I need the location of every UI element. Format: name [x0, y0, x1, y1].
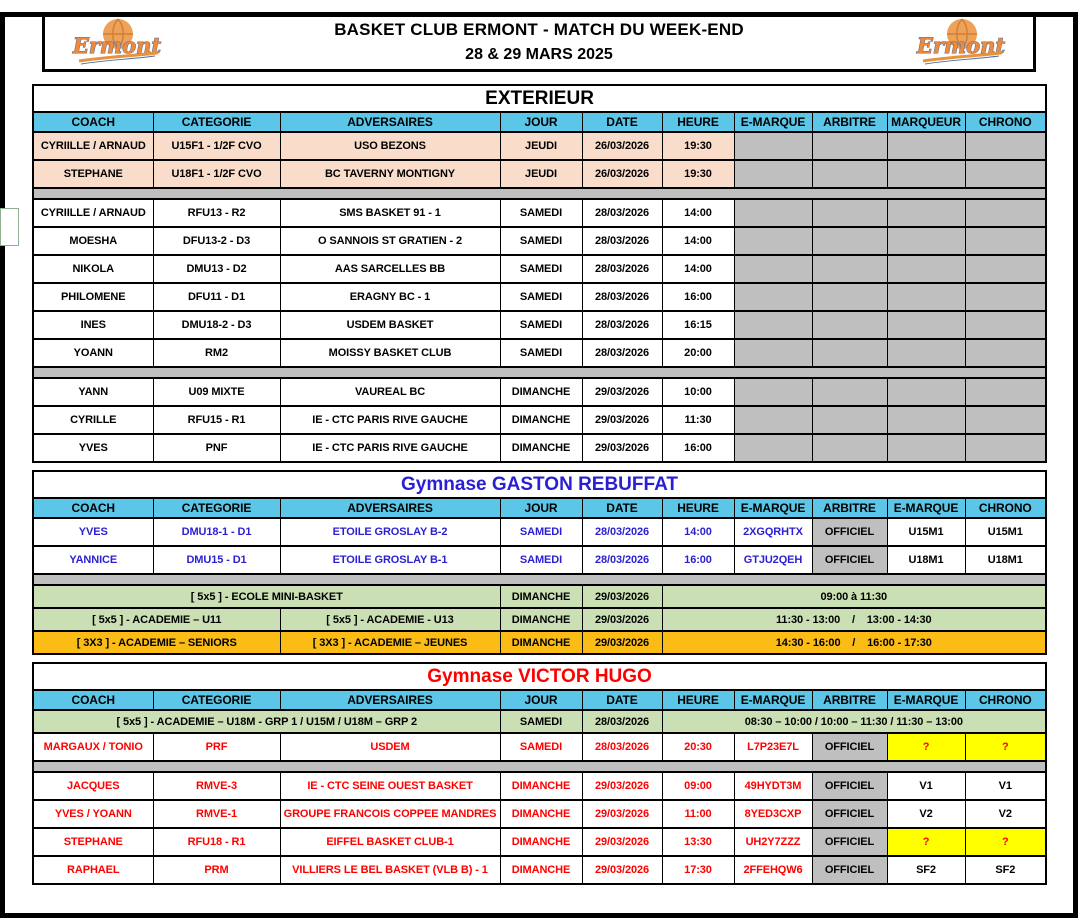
- cell-marqueur: [887, 406, 965, 434]
- cell-chrono: [965, 406, 1046, 434]
- cell-e-marque: [734, 160, 812, 188]
- cell-adversaires: ETOILE GROSLAY B-1: [280, 546, 500, 574]
- cell-arbitre: OFFICIEL: [812, 772, 887, 800]
- cell-date: 29/03/2026: [582, 378, 662, 406]
- column-header-e-marque: E-MARQUE: [734, 112, 812, 132]
- column-header-e-marque: E-MARQUE: [887, 690, 965, 710]
- column-header-coach: COACH: [33, 690, 153, 710]
- cell-marqueur: [887, 434, 965, 462]
- cell-coach: YANN: [33, 378, 153, 406]
- column-header-categorie: CATEGORIE: [153, 690, 280, 710]
- column-header-arbitre: ARBITRE: [812, 112, 887, 132]
- cell-adversaires: VILLIERS LE BEL BASKET (VLB B) - 1: [280, 856, 500, 884]
- column-header-chrono: CHRONO: [965, 690, 1046, 710]
- cell-date: 28/03/2026: [582, 311, 662, 339]
- cell-chrono: [965, 311, 1046, 339]
- cell-arbitre: [812, 160, 887, 188]
- page-date-subtitle: 28 & 29 MARS 2025: [465, 45, 613, 63]
- cell-categorie: RMVE-3: [153, 772, 280, 800]
- cell-arbitre: OFFICIEL: [812, 733, 887, 761]
- cell-arbitre: [812, 132, 887, 160]
- column-header-e-marque: E-MARQUE: [734, 498, 812, 518]
- cell-adversaires: BC TAVERNY MONTIGNY: [280, 160, 500, 188]
- cell-adversaires: EIFFEL BASKET CLUB-1: [280, 828, 500, 856]
- cell-e-marque: [734, 283, 812, 311]
- cell-date: 28/03/2026: [582, 733, 662, 761]
- column-header-arbitre: ARBITRE: [812, 690, 887, 710]
- cell-adversaires: ETOILE GROSLAY B-2: [280, 518, 500, 546]
- cell-date: 29/03/2026: [582, 631, 662, 654]
- cell-categorie: U18F1 - 1/2F CVO: [153, 160, 280, 188]
- table-row: [33, 856, 1046, 884]
- cell-date: 28/03/2026: [582, 710, 662, 733]
- cell-categorie: DFU13-2 - D3: [153, 227, 280, 255]
- column-header-arbitre: ARBITRE: [812, 498, 887, 518]
- cell-date: 29/03/2026: [582, 800, 662, 828]
- table-row: [33, 828, 1046, 856]
- cell-heure: 13:30: [662, 828, 734, 856]
- cell-adversaires: USO BEZONS: [280, 132, 500, 160]
- column-header-date: DATE: [582, 690, 662, 710]
- cell-categorie: DMU15 - D1: [153, 546, 280, 574]
- cell-categorie: RFU13 - R2: [153, 199, 280, 227]
- cell-coach: YVES: [33, 434, 153, 462]
- cell-coach: [ 5x5 ] - ACADEMIE – U18M - GRP 1 / U15M / U18M – GRP 2: [33, 710, 500, 733]
- table-row: [33, 585, 1046, 608]
- cell-heure: 08:30 – 10:00 / 10:00 – 11:30 / 11:30 – 13:00: [662, 710, 1046, 733]
- table-row: [33, 710, 1046, 733]
- table-row: [33, 132, 1046, 160]
- cell-chrono: [965, 199, 1046, 227]
- cell-coach: JACQUES: [33, 772, 153, 800]
- column-header-chrono: CHRONO: [965, 112, 1046, 132]
- cell-coach: STEPHANE: [33, 160, 153, 188]
- cell-e-marque: 2FFEHQW6: [734, 856, 812, 884]
- cell-adversaires: USDEM BASKET: [280, 311, 500, 339]
- cell-adversaires: [ 5x5 ] - ACADEMIE - U13: [280, 608, 500, 631]
- cell-e-marque: [734, 227, 812, 255]
- spacer-cell: [33, 574, 1046, 585]
- cell-chrono: [965, 160, 1046, 188]
- cell-coach: PHILOMENE: [33, 283, 153, 311]
- cell-categorie: RFU15 - R1: [153, 406, 280, 434]
- cell-adversaires: SMS BASKET 91 - 1: [280, 199, 500, 227]
- cell-heure: 20:00: [662, 339, 734, 367]
- column-header-adversaires: ADVERSAIRES: [280, 112, 500, 132]
- cell-date: 29/03/2026: [582, 828, 662, 856]
- cell-adversaires: [ 3X3 ] - ACADEMIE – JEUNES: [280, 631, 500, 654]
- cell-chrono: ?: [965, 828, 1046, 856]
- cell-e-marque: GTJU2QEH: [734, 546, 812, 574]
- cell-date: 28/03/2026: [582, 255, 662, 283]
- cell-arbitre: [812, 406, 887, 434]
- column-header-adversaires: ADVERSAIRES: [280, 690, 500, 710]
- cell-arbitre: [812, 378, 887, 406]
- column-header-marqueur: MARQUEUR: [887, 112, 965, 132]
- cell-date: 28/03/2026: [582, 339, 662, 367]
- cell-heure: 16:00: [662, 434, 734, 462]
- cell-heure: 11:30 - 13:00 / 13:00 - 14:30: [662, 608, 1046, 631]
- cell-date: 29/03/2026: [582, 856, 662, 884]
- cell-heure: 16:15: [662, 311, 734, 339]
- table-row: [33, 339, 1046, 367]
- cell-marqueur: [887, 255, 965, 283]
- column-header-adversaires: ADVERSAIRES: [280, 498, 500, 518]
- cell-coach: RAPHAEL: [33, 856, 153, 884]
- page-header: [42, 12, 1036, 72]
- cell-jour: JEUDI: [500, 132, 582, 160]
- cell-arbitre: [812, 199, 887, 227]
- page-titles: [163, 18, 915, 66]
- cell-jour: SAMEDI: [500, 546, 582, 574]
- cell-jour: DIMANCHE: [500, 608, 582, 631]
- cell-categorie: RFU18 - R1: [153, 828, 280, 856]
- cell-chrono: ?: [965, 733, 1046, 761]
- cell-date: 28/03/2026: [582, 283, 662, 311]
- cell-coach: CYRIILLE / ARNAUD: [33, 199, 153, 227]
- cell-jour: SAMEDI: [500, 199, 582, 227]
- cell-chrono: U18M1: [965, 546, 1046, 574]
- cell-heure: 09:00: [662, 772, 734, 800]
- cell-e-marque: V1: [887, 772, 965, 800]
- victor-hugo-table: [32, 662, 1047, 885]
- cell-chrono: V2: [965, 800, 1046, 828]
- cell-arbitre: OFFICIEL: [812, 518, 887, 546]
- cell-heure: 14:00: [662, 518, 734, 546]
- page-title: BASKET CLUB ERMONT - MATCH DU WEEK-END: [334, 20, 744, 40]
- cell-date: 28/03/2026: [582, 227, 662, 255]
- cell-heure: 20:30: [662, 733, 734, 761]
- cell-chrono: SF2: [965, 856, 1046, 884]
- cell-coach: [ 5x5 ] - ACADEMIE – U11: [33, 608, 280, 631]
- column-header-e-marque: E-MARQUE: [887, 498, 965, 518]
- section-exterieur: [32, 84, 1046, 463]
- cell-chrono: [965, 434, 1046, 462]
- cell-e-marque: U18M1: [887, 546, 965, 574]
- section-title: EXTERIEUR: [33, 85, 1046, 112]
- cell-marqueur: [887, 160, 965, 188]
- cell-jour: JEUDI: [500, 160, 582, 188]
- cell-categorie: DMU13 - D2: [153, 255, 280, 283]
- column-header-e-marque: E-MARQUE: [734, 690, 812, 710]
- cell-chrono: [965, 283, 1046, 311]
- table-row: [33, 406, 1046, 434]
- spacer-cell: [33, 761, 1046, 772]
- column-header-date: DATE: [582, 112, 662, 132]
- cell-heure: 11:00: [662, 800, 734, 828]
- cell-jour: SAMEDI: [500, 311, 582, 339]
- cell-chrono: U15M1: [965, 518, 1046, 546]
- cell-heure: 11:30: [662, 406, 734, 434]
- cell-chrono: [965, 339, 1046, 367]
- table-row: [33, 631, 1046, 654]
- cell-coach: INES: [33, 311, 153, 339]
- cell-adversaires: ERAGNY BC - 1: [280, 283, 500, 311]
- spacer-row: [33, 761, 1046, 772]
- cell-coach: CYRILLE: [33, 406, 153, 434]
- cell-e-marque: ?: [887, 733, 965, 761]
- section-gaston-rebuffat: [32, 470, 1046, 655]
- cell-categorie: RM2: [153, 339, 280, 367]
- club-logo-right: [915, 17, 1007, 67]
- cell-heure: 19:30: [662, 160, 734, 188]
- section-victor-hugo: [32, 662, 1046, 885]
- cell-jour: SAMEDI: [500, 283, 582, 311]
- cell-date: 26/03/2026: [582, 132, 662, 160]
- table-row: [33, 227, 1046, 255]
- cell-jour: DIMANCHE: [500, 631, 582, 654]
- cell-marqueur: [887, 227, 965, 255]
- cell-coach: CYRIILLE / ARNAUD: [33, 132, 153, 160]
- cell-chrono: V1: [965, 772, 1046, 800]
- cell-coach: STEPHANE: [33, 828, 153, 856]
- cell-chrono: [965, 378, 1046, 406]
- cell-coach: [ 5x5 ] - ECOLE MINI-BASKET: [33, 585, 500, 608]
- cell-coach: YVES: [33, 518, 153, 546]
- cell-arbitre: OFFICIEL: [812, 800, 887, 828]
- cell-coach: MOESHA: [33, 227, 153, 255]
- column-header-chrono: CHRONO: [965, 498, 1046, 518]
- cell-e-marque: UH2Y7ZZZ: [734, 828, 812, 856]
- sections-container: [32, 84, 1046, 885]
- cell-date: 29/03/2026: [582, 772, 662, 800]
- spacer-row: [33, 188, 1046, 199]
- cell-e-marque: V2: [887, 800, 965, 828]
- cell-jour: DIMANCHE: [500, 856, 582, 884]
- spacer-row: [33, 574, 1046, 585]
- cell-e-marque: [734, 132, 812, 160]
- spacer-cell: [33, 367, 1046, 378]
- cell-e-marque: U15M1: [887, 518, 965, 546]
- table-row: [33, 378, 1046, 406]
- cell-arbitre: [812, 339, 887, 367]
- cell-adversaires: IE - CTC PARIS RIVE GAUCHE: [280, 434, 500, 462]
- cell-categorie: DFU11 - D1: [153, 283, 280, 311]
- cell-adversaires: GROUPE FRANCOIS COPPEE MANDRES: [280, 800, 500, 828]
- cell-arbitre: [812, 311, 887, 339]
- column-header-categorie: CATEGORIE: [153, 498, 280, 518]
- table-row: [33, 772, 1046, 800]
- column-header-jour: JOUR: [500, 690, 582, 710]
- cell-jour: DIMANCHE: [500, 585, 582, 608]
- cell-adversaires: IE - CTC PARIS RIVE GAUCHE: [280, 406, 500, 434]
- cell-categorie: U15F1 - 1/2F CVO: [153, 132, 280, 160]
- cell-e-marque: [734, 311, 812, 339]
- table-row: [33, 311, 1046, 339]
- section-title-row: [33, 85, 1046, 112]
- cell-date: 29/03/2026: [582, 434, 662, 462]
- cell-jour: DIMANCHE: [500, 378, 582, 406]
- exterieur-table: [32, 84, 1047, 463]
- cell-jour: DIMANCHE: [500, 828, 582, 856]
- cell-adversaires: AAS SARCELLES BB: [280, 255, 500, 283]
- cell-adversaires: MOISSY BASKET CLUB: [280, 339, 500, 367]
- cell-categorie: PRF: [153, 733, 280, 761]
- cell-coach: MARGAUX / TONIO: [33, 733, 153, 761]
- cell-categorie: DMU18-1 - D1: [153, 518, 280, 546]
- section-title: Gymnase VICTOR HUGO: [33, 663, 1046, 690]
- cell-e-marque: 8YED3CXP: [734, 800, 812, 828]
- cell-marqueur: [887, 311, 965, 339]
- cell-chrono: [965, 227, 1046, 255]
- cell-jour: DIMANCHE: [500, 772, 582, 800]
- cell-arbitre: OFFICIEL: [812, 828, 887, 856]
- cell-marqueur: [887, 339, 965, 367]
- cell-categorie: PNF: [153, 434, 280, 462]
- cell-adversaires: IE - CTC SEINE OUEST BASKET: [280, 772, 500, 800]
- column-header-jour: JOUR: [500, 112, 582, 132]
- cell-jour: SAMEDI: [500, 255, 582, 283]
- cell-coach: [ 3X3 ] - ACADEMIE – SENIORS: [33, 631, 280, 654]
- column-header-heure: HEURE: [662, 112, 734, 132]
- cell-heure: 17:30: [662, 856, 734, 884]
- cell-e-marque: 49HYDT3M: [734, 772, 812, 800]
- cell-heure: 14:30 - 16:00 / 16:00 - 17:30: [662, 631, 1046, 654]
- club-logo-left: [71, 17, 163, 67]
- cell-marqueur: [887, 283, 965, 311]
- cell-e-marque: [734, 199, 812, 227]
- cell-heure: 14:00: [662, 255, 734, 283]
- cell-chrono: [965, 255, 1046, 283]
- cell-jour: SAMEDI: [500, 710, 582, 733]
- cell-adversaires: VAUREAL BC: [280, 378, 500, 406]
- stray-cell-artifact: [0, 208, 19, 246]
- cell-arbitre: [812, 434, 887, 462]
- column-header-coach: COACH: [33, 498, 153, 518]
- cell-jour: DIMANCHE: [500, 406, 582, 434]
- cell-e-marque: [734, 255, 812, 283]
- cell-arbitre: [812, 227, 887, 255]
- table-row: [33, 434, 1046, 462]
- cell-date: 28/03/2026: [582, 518, 662, 546]
- cell-coach: YVES / YOANN: [33, 800, 153, 828]
- spacer-row: [33, 367, 1046, 378]
- cell-heure: 14:00: [662, 227, 734, 255]
- cell-marqueur: [887, 378, 965, 406]
- cell-date: 26/03/2026: [582, 160, 662, 188]
- cell-heure: 19:30: [662, 132, 734, 160]
- spacer-cell: [33, 188, 1046, 199]
- column-header-row: [33, 498, 1046, 518]
- cell-heure: 16:00: [662, 546, 734, 574]
- logo-wordmark: Ermont: [72, 33, 162, 58]
- table-row: [33, 199, 1046, 227]
- cell-coach: NIKOLA: [33, 255, 153, 283]
- column-header-categorie: CATEGORIE: [153, 112, 280, 132]
- cell-coach: YOANN: [33, 339, 153, 367]
- cell-jour: SAMEDI: [500, 227, 582, 255]
- cell-e-marque: L7P23E7L: [734, 733, 812, 761]
- table-row: [33, 546, 1046, 574]
- cell-e-marque: SF2: [887, 856, 965, 884]
- cell-heure: 14:00: [662, 199, 734, 227]
- cell-categorie: DMU18-2 - D3: [153, 311, 280, 339]
- cell-adversaires: O SANNOIS ST GRATIEN - 2: [280, 227, 500, 255]
- cell-coach: YANNICE: [33, 546, 153, 574]
- cell-e-marque: 2XGQRHTX: [734, 518, 812, 546]
- cell-jour: DIMANCHE: [500, 800, 582, 828]
- cell-heure: 09:00 à 11:30: [662, 585, 1046, 608]
- cell-e-marque: [734, 434, 812, 462]
- column-header-coach: COACH: [33, 112, 153, 132]
- cell-arbitre: OFFICIEL: [812, 546, 887, 574]
- section-title: Gymnase GASTON REBUFFAT: [33, 471, 1046, 498]
- cell-arbitre: OFFICIEL: [812, 856, 887, 884]
- cell-date: 29/03/2026: [582, 585, 662, 608]
- table-row: [33, 255, 1046, 283]
- table-row: [33, 160, 1046, 188]
- cell-heure: 16:00: [662, 283, 734, 311]
- cell-date: 29/03/2026: [582, 406, 662, 434]
- cell-e-marque: [734, 378, 812, 406]
- gaston-rebuffat-table: [32, 470, 1047, 655]
- table-row: [33, 800, 1046, 828]
- cell-adversaires: USDEM: [280, 733, 500, 761]
- table-row: [33, 283, 1046, 311]
- cell-categorie: PRM: [153, 856, 280, 884]
- cell-arbitre: [812, 283, 887, 311]
- column-header-row: [33, 690, 1046, 710]
- cell-jour: DIMANCHE: [500, 434, 582, 462]
- cell-date: 28/03/2026: [582, 546, 662, 574]
- column-header-heure: HEURE: [662, 690, 734, 710]
- cell-date: 28/03/2026: [582, 199, 662, 227]
- cell-e-marque: ?: [887, 828, 965, 856]
- cell-chrono: [965, 132, 1046, 160]
- cell-categorie: U09 MIXTE: [153, 378, 280, 406]
- table-row: [33, 608, 1046, 631]
- cell-date: 29/03/2026: [582, 608, 662, 631]
- table-row: [33, 518, 1046, 546]
- logo-wordmark: Ermont: [916, 33, 1006, 58]
- cell-marqueur: [887, 132, 965, 160]
- cell-jour: SAMEDI: [500, 518, 582, 546]
- table-row: [33, 733, 1046, 761]
- column-header-date: DATE: [582, 498, 662, 518]
- cell-categorie: RMVE-1: [153, 800, 280, 828]
- column-header-row: [33, 112, 1046, 132]
- cell-e-marque: [734, 339, 812, 367]
- cell-e-marque: [734, 406, 812, 434]
- cell-arbitre: [812, 255, 887, 283]
- cell-jour: SAMEDI: [500, 339, 582, 367]
- cell-jour: SAMEDI: [500, 733, 582, 761]
- section-title-row: [33, 663, 1046, 690]
- section-title-row: [33, 471, 1046, 498]
- column-header-heure: HEURE: [662, 498, 734, 518]
- cell-heure: 10:00: [662, 378, 734, 406]
- column-header-jour: JOUR: [500, 498, 582, 518]
- cell-marqueur: [887, 199, 965, 227]
